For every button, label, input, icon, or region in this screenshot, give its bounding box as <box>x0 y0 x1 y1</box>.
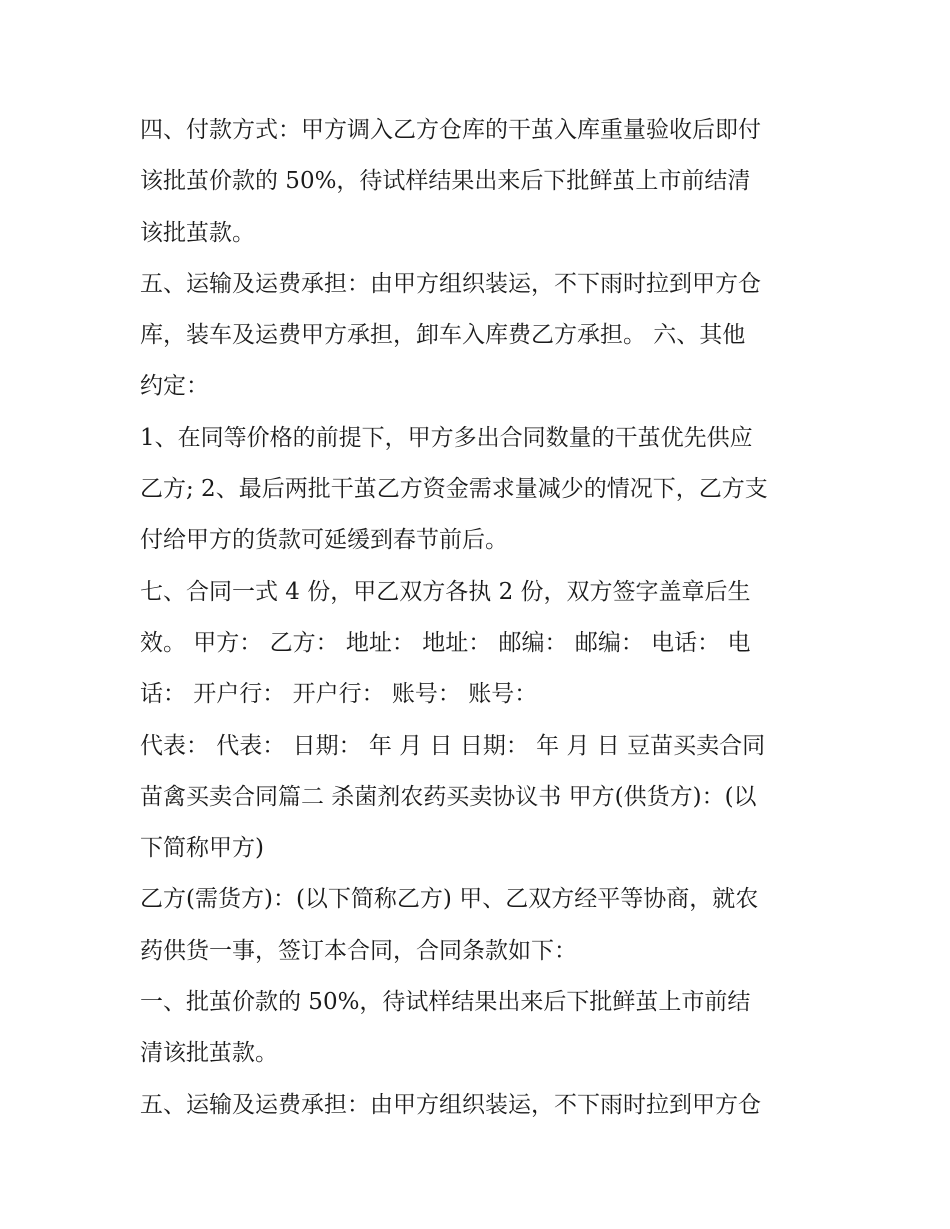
document-body <box>140 105 812 1131</box>
text-line: 五、运输及运费承担：由甲方组织装运，不下雨时拉到甲方仓 <box>140 1091 761 1118</box>
text-line: 药供货一事，签订本合同，合同条款如下： <box>140 937 577 964</box>
text-line: 五、运输及运费承担：由甲方组织装运，不下雨时拉到甲方仓 <box>140 270 761 297</box>
text-line: 1、在同等价格的前提下，甲方多出合同数量的干茧优先供应 <box>140 424 753 451</box>
text-line: 一、批茧价款的 50%，待试样结果出来后下批鲜茧上市前结 <box>140 989 751 1016</box>
text-line: 约定： <box>140 373 209 400</box>
text-line: 该批茧款。 <box>140 219 255 246</box>
text-line: 下简称甲方) <box>140 835 264 862</box>
text-line: 代表： 代表： 日期： 年 月 日 日期： 年 月 日 豆苗买卖合同 <box>140 732 766 759</box>
text-line: 乙方; 2、最后两批干茧乙方资金需求量减少的情况下，乙方支 <box>140 476 768 503</box>
text-line: 效。 甲方： 乙方： 地址： 地址： 邮编： 邮编： 电话： 电 <box>140 629 751 656</box>
text-line: 乙方(需货方)：(以下简称乙方) 甲、乙双方经平等协商，就农 <box>140 886 759 913</box>
text-line: 清该批茧款。 <box>140 1040 278 1067</box>
text-line: 苗禽买卖合同篇二 杀菌剂农药买卖协议书 甲方(供货方)：(以 <box>140 783 757 810</box>
text-line: 库，装车及运费甲方承担，卸车入库费乙方承担。 六、其他 <box>140 322 746 349</box>
text-line: 该批茧价款的 50%，待试样结果出来后下批鲜茧上市前结清 <box>140 168 751 195</box>
text-line: 付给甲方的货款可延缓到春节前后。 <box>140 527 508 554</box>
text-line: 七、合同一式 4 份，甲乙双方各执 2 份，双方签字盖章后生 <box>140 578 751 605</box>
text-line: 话： 开户行： 开户行： 账号： 账号： <box>140 681 538 708</box>
text-line: 四、付款方式：甲方调入乙方仓库的干茧入库重量验收后即付 <box>140 117 761 143</box>
